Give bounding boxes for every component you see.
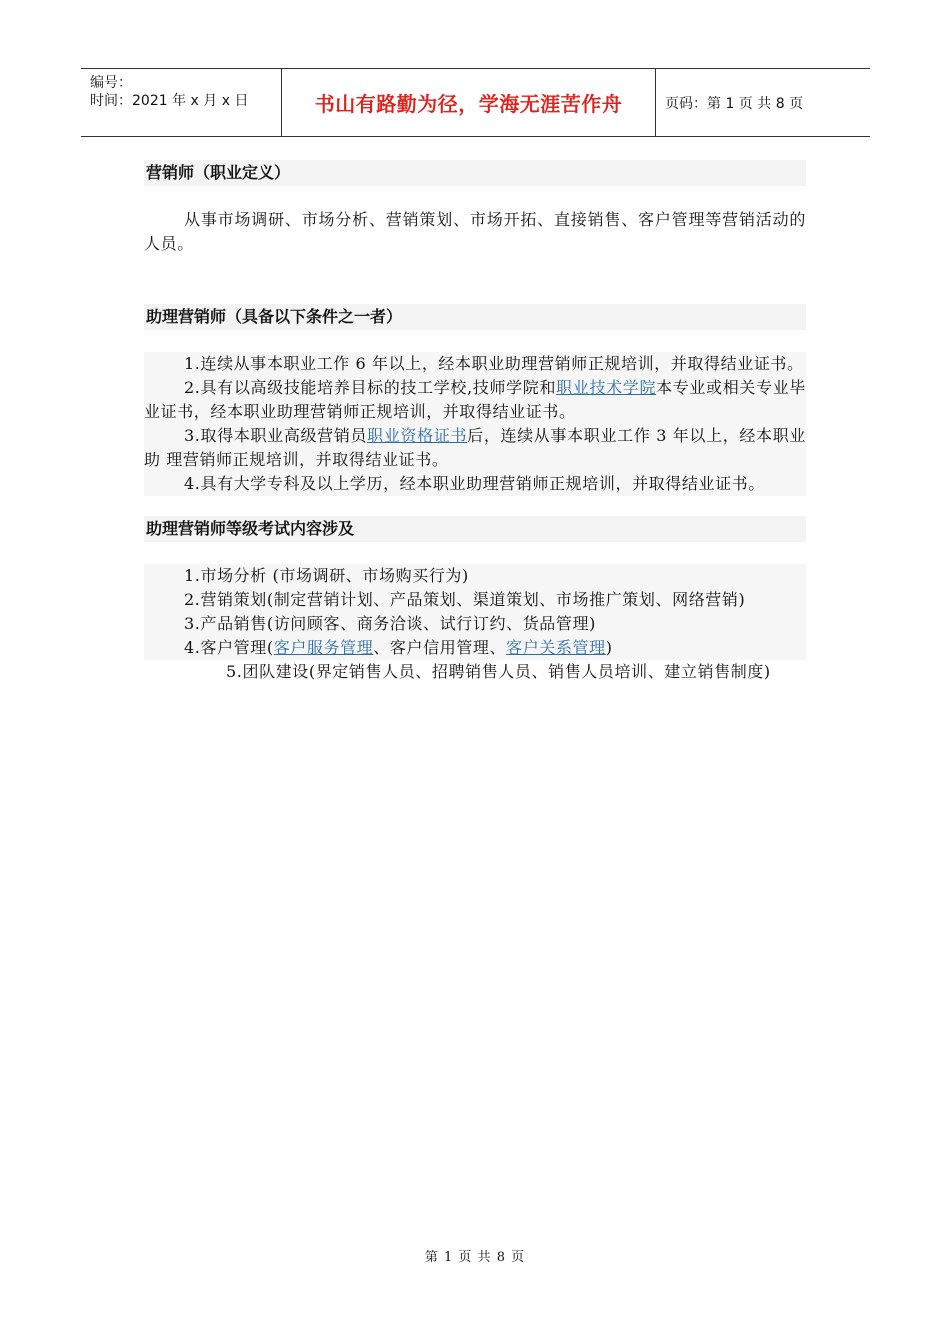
exam-content-shaded-block [144,564,806,660]
exam-item-3: 3.产品销售(访问顾客、商务洽谈、试行订约、货品管理) [184,614,596,633]
requirement-item-3 [144,424,806,472]
customer-service-management-link[interactable]: 客户服务管理 [273,638,374,657]
exam-item-4-text-c: ) [605,638,613,657]
exam-item-1: 1.市场分析 (市场调研、市场购买行为) [184,566,469,585]
requirement-item-3-text-a: 3.取得本职业高级营销员 [184,426,368,445]
page-footer: 第 1 页 共 8 页 [424,1250,526,1265]
header-table [81,68,870,137]
exam-item-4-text-a: 4.客户管理( [184,638,274,657]
exam-content-list [144,564,806,684]
document-body [144,156,806,684]
qualification-certificate-link[interactable]: 职业资格证书 [367,426,468,445]
document-date-label: 时间：2021 年 x 月 x 日 [90,93,249,109]
requirement-item-4: 4.具有大学专科及以上学历，经本职业助理营销师正规培训，并取得结业证书。 [184,474,765,493]
requirement-item-1: 1.连续从事本职业工作 6 年以上，经本职业助理营销师正规培训，并取得结业证书。 [184,354,804,373]
section-title-exam-content: 助理营销师等级考试内容涉及 [144,516,806,542]
definition-paragraph: 从事市场调研、市场分析、营销策划、市场开拓、直接销售、客户管理等营销活动的人员。 [144,210,806,253]
header-page-number: 页码：第 1 页 共 8 页 [665,95,804,112]
exam-item-4 [144,636,806,660]
header-info-cell [81,69,281,136]
document-number-label: 编号： [90,75,132,91]
exam-item-4-text-b: 、客户信用管理、 [373,638,507,657]
requirement-item-2-text-a: 2.具有以高级技能培养目标的技工学校,技师学院和 [184,378,557,397]
exam-item-2: 2.营销策划(制定营销计划、产品策划、渠道策划、市场推广策划、网络营销) [184,590,746,609]
header-motto: 书山有路勤为径，学海无涯苦作舟 [281,69,656,136]
requirement-item-2 [144,376,806,424]
requirement-item-2-text-b: 本专业或相关专业毕 业证书，经本职业助理营销师正规培训，并取得结业证书。 [144,378,806,421]
exam-item-5: 5.团队建设(界定销售人员、招聘销售人员、销售人员培训、建立销售制度) [226,662,771,681]
section-title-requirements: 助理营销师（具备以下条件之一者） [144,304,806,330]
section-title-definition: 营销师（职业定义） [144,160,806,186]
requirements-list [144,352,806,496]
requirement-item-3-text-b: 后，连续从事本职业工作 3 年以上，经本职业助 理营销师正规培训，并取得结业证书。 [144,426,806,469]
vocational-college-link[interactable]: 职业技术学院 [556,378,657,397]
customer-relationship-management-link[interactable]: 客户关系管理 [506,638,606,657]
